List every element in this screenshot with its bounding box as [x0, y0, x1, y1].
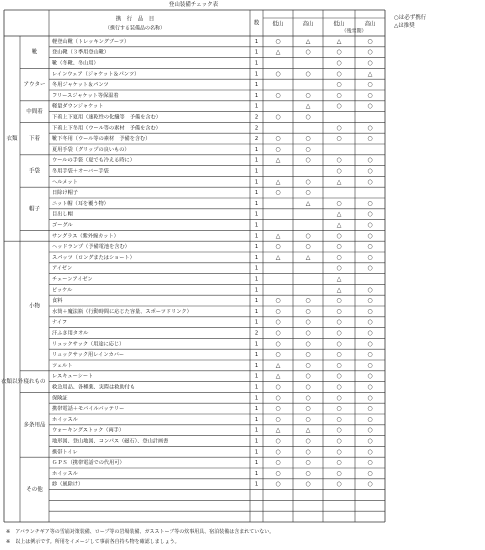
- mark-cell: ○: [336, 243, 342, 251]
- item-qty: 1: [254, 406, 259, 413]
- item-qty: 1: [254, 438, 259, 445]
- mark-cell: ○: [336, 459, 342, 467]
- item-name: 靴下冬用（ウール等の素材 予備を含む）: [52, 136, 151, 143]
- group-label: 衣類以外: [0, 379, 24, 386]
- mark-cell: ○: [367, 480, 373, 488]
- mark-cell: ○: [336, 91, 342, 99]
- mark-cell: ○: [305, 113, 311, 121]
- mark-cell: ○: [367, 221, 373, 229]
- category-label: 多条用品: [23, 422, 46, 429]
- item-qty: 1: [254, 341, 259, 348]
- item-name: 携帯電話＋モバイルバッテリー: [52, 406, 125, 413]
- mark-cell: ○: [305, 189, 311, 197]
- mark-cell: ○: [367, 437, 373, 445]
- item-qty: 1: [254, 308, 259, 315]
- item-qty: 2: [254, 330, 259, 337]
- mark-cell: ○: [336, 135, 342, 143]
- mark-cell: ○: [336, 480, 342, 488]
- mark-cell: ○: [305, 394, 311, 402]
- mark-cell: ○: [367, 91, 373, 99]
- mark-cell: △: [305, 199, 311, 207]
- item-qty: 1: [254, 265, 259, 272]
- mark-cell: △: [275, 372, 281, 380]
- mark-cell: ○: [305, 459, 311, 467]
- category-label: 手袋: [28, 168, 41, 175]
- mark-cell: ○: [367, 59, 373, 67]
- mark-cell: ○: [275, 189, 281, 197]
- item-qty: 1: [254, 449, 259, 456]
- mark-cell: △: [305, 37, 311, 45]
- mark-cell: ○: [367, 124, 373, 132]
- mark-cell: ○: [367, 199, 373, 207]
- item-name: 登山靴（３季用登山靴）: [52, 49, 110, 56]
- mark-cell: △: [305, 426, 311, 434]
- mark-cell: ○: [336, 156, 342, 164]
- mark-cell: ○: [367, 361, 373, 369]
- mark-cell: ○: [367, 340, 373, 348]
- header-item-note: （携行する装備品の名称）: [104, 25, 166, 32]
- mark-cell: ○: [275, 318, 281, 326]
- mark-cell: ○: [367, 81, 373, 89]
- item-name: 冬用手袋＋オーバー手袋: [52, 168, 109, 175]
- item-qty: 1: [254, 211, 259, 218]
- mark-cell: △: [275, 253, 281, 261]
- legend-required: ○は必ず携行: [394, 15, 427, 21]
- mark-cell: ○: [336, 394, 342, 402]
- item-name: 食料: [52, 298, 63, 305]
- category-label: 帽子: [28, 206, 41, 213]
- mark-cell: ○: [367, 37, 373, 45]
- mark-cell: ○: [305, 469, 311, 477]
- mark-cell: ○: [367, 156, 373, 164]
- mark-cell: ○: [275, 351, 281, 359]
- mark-cell: ○: [275, 135, 281, 143]
- item-qty: 1: [254, 352, 259, 359]
- item-name: 保険証: [52, 395, 68, 402]
- item-qty: 1: [254, 71, 259, 78]
- item-qty: 1: [254, 416, 259, 423]
- mark-cell: ○: [305, 351, 311, 359]
- item-qty: 1: [254, 82, 259, 89]
- mark-cell: ○: [336, 232, 342, 240]
- mark-cell: ○: [275, 243, 281, 251]
- item-name: アイゼン: [52, 265, 73, 272]
- item-name: レスキューシート: [52, 373, 94, 380]
- mark-cell: ○: [305, 383, 311, 391]
- mark-cell: ○: [336, 372, 342, 380]
- mark-cell: ○: [367, 426, 373, 434]
- mark-cell: ○: [367, 459, 373, 467]
- item-name: チェーンアイゼン: [52, 276, 93, 283]
- header-col1: 低山: [272, 21, 284, 28]
- mark-cell: ○: [275, 113, 281, 121]
- item-name: ＧＰＳ（携帯電話での代用可）: [52, 460, 125, 467]
- item-name: スパッツ（ロングまたはショート）: [52, 254, 135, 261]
- mark-cell: ○: [336, 426, 342, 434]
- item-qty: 1: [254, 254, 259, 261]
- mark-cell: ○: [367, 318, 373, 326]
- item-qty: 1: [254, 298, 259, 305]
- mark-cell: ○: [275, 459, 281, 467]
- mark-cell: ○: [336, 81, 342, 89]
- mark-cell: ○: [305, 91, 311, 99]
- footnote-1: ※ アバランチギア等の雪崩対策装備、ロープ等の岩場装備、ガスストーブ等の炊事用具、宿泊装備は含まれていない。: [6, 529, 275, 535]
- mark-cell: ○: [336, 264, 342, 272]
- mark-cell: ○: [336, 361, 342, 369]
- mark-cell: ○: [275, 415, 281, 423]
- mark-cell: ○: [305, 156, 311, 164]
- category-label: 靴: [31, 49, 38, 56]
- mark-cell: ○: [367, 178, 373, 186]
- item-name: ニット帽（耳を覆う物）: [52, 200, 109, 207]
- header-group-label: （残雪期）: [341, 28, 367, 35]
- item-qty: 1: [254, 362, 259, 369]
- item-qty: 1: [254, 427, 259, 434]
- mark-cell: ○: [367, 167, 373, 175]
- mark-cell: △: [336, 37, 342, 45]
- mark-cell: ○: [336, 307, 342, 315]
- item-name: ホイッスル: [52, 416, 78, 423]
- mark-cell: ○: [336, 437, 342, 445]
- mark-cell: △: [275, 156, 281, 164]
- category-label: 下着: [28, 136, 41, 143]
- mark-cell: ○: [305, 361, 311, 369]
- mark-cell: ○: [275, 37, 281, 45]
- mark-cell: ○: [367, 394, 373, 402]
- mark-cell: ○: [336, 70, 342, 78]
- item-qty: 1: [254, 244, 259, 251]
- item-name: 夏用手袋（グリップの良いもの）: [52, 146, 130, 153]
- mark-cell: ○: [275, 145, 281, 153]
- mark-cell: △: [336, 275, 342, 283]
- mark-cell: ○: [305, 318, 311, 326]
- mark-cell: ○: [305, 415, 311, 423]
- footnote-2: ※ 以上は例示です。所用をイメージして事前各自持ち物を確認しましょう。: [6, 539, 180, 545]
- mark-cell: ○: [275, 480, 281, 488]
- item-qty: 1: [254, 460, 259, 467]
- item-qty: 2: [254, 125, 259, 132]
- mark-cell: △: [305, 102, 311, 110]
- mark-cell: ○: [367, 48, 373, 56]
- mark-cell: ○: [336, 340, 342, 348]
- mark-cell: ○: [305, 48, 311, 56]
- mark-cell: △: [275, 232, 281, 240]
- item-name: ピッケル: [52, 287, 73, 294]
- mark-cell: ○: [305, 405, 311, 413]
- mark-cell: ○: [275, 91, 281, 99]
- category-label: アウター: [23, 82, 46, 89]
- item-name: 軽登山靴（トレッキングブーツ）: [52, 38, 130, 45]
- item-name: ウォーキングストック（両手）: [52, 427, 125, 434]
- mark-cell: ○: [336, 383, 342, 391]
- item-name: 汗ふき用タオル: [52, 330, 89, 337]
- item-qty: 2: [254, 136, 259, 143]
- mark-cell: △: [275, 361, 281, 369]
- mark-cell: ○: [275, 383, 281, 391]
- item-qty: 1: [254, 103, 259, 110]
- mark-cell: ○: [275, 469, 281, 477]
- mark-cell: ○: [336, 469, 342, 477]
- mark-cell: △: [275, 48, 281, 56]
- item-name: サングラス（紫外線カット）: [52, 233, 119, 240]
- item-name: ヘルメット: [52, 179, 78, 186]
- mark-cell: ○: [305, 70, 311, 78]
- mark-cell: ○: [275, 307, 281, 315]
- item-qty: 1: [254, 395, 259, 402]
- item-name: 救急用品、各種薬、実際は救助付も: [52, 384, 136, 391]
- mark-cell: ○: [275, 340, 281, 348]
- category-label: その他: [26, 487, 43, 494]
- mark-cell: △: [305, 253, 311, 261]
- footnotes: [6, 527, 476, 547]
- item-name: 下着上下夏用（速乾性の化繊等 予備を含む）: [52, 114, 161, 121]
- item-qty: 1: [254, 200, 259, 207]
- mark-cell: ○: [336, 124, 342, 132]
- mark-cell: ○: [367, 243, 373, 251]
- mark-cell: ○: [336, 329, 342, 337]
- item-qty: 1: [254, 60, 259, 67]
- mark-cell: ○: [367, 329, 373, 337]
- mark-cell: ○: [336, 297, 342, 305]
- mark-cell: △: [336, 210, 342, 218]
- item-name: レインウェア（ジャケット＆パンツ）: [52, 71, 140, 78]
- item-qty: 1: [254, 276, 259, 283]
- mark-cell: ○: [367, 135, 373, 143]
- item-name: リュックサック用レインカバー: [52, 352, 125, 359]
- mark-cell: ○: [305, 372, 311, 380]
- mark-cell: △: [336, 286, 342, 294]
- mark-cell: ○: [367, 307, 373, 315]
- item-qty: 1: [254, 481, 259, 488]
- mark-cell: ○: [305, 329, 311, 337]
- sheet-title: 登山装備チェック表: [168, 2, 219, 8]
- legend-recommended: △は推奨: [394, 23, 415, 29]
- item-name: 紗（風除け）: [52, 481, 84, 488]
- header-col3: 低山: [333, 21, 345, 28]
- mark-cell: ○: [336, 318, 342, 326]
- mark-cell: ○: [367, 405, 373, 413]
- mark-cell: ○: [367, 383, 373, 391]
- mark-cell: ○: [275, 297, 281, 305]
- mark-cell: ○: [367, 469, 373, 477]
- item-name: 日除け帽子: [52, 190, 78, 197]
- mark-cell: ○: [275, 70, 281, 78]
- mark-cell: ○: [336, 448, 342, 456]
- mark-cell: ○: [275, 329, 281, 337]
- mark-cell: ○: [367, 264, 373, 272]
- mark-cell: ○: [275, 448, 281, 456]
- mark-cell: ○: [336, 351, 342, 359]
- item-name: 目出し帽: [52, 211, 73, 218]
- item-name: 靴（冬靴、冬山用）: [52, 60, 99, 67]
- mark-cell: ○: [367, 253, 373, 261]
- mark-cell: ○: [275, 394, 281, 402]
- item-qty: 1: [254, 190, 259, 197]
- category-label: 中間着: [26, 109, 43, 116]
- mark-cell: ○: [275, 437, 281, 445]
- item-qty: 1: [254, 49, 259, 56]
- item-name: ナイフ: [52, 319, 68, 326]
- item-qty: 1: [254, 168, 259, 175]
- mark-cell: △: [367, 70, 373, 78]
- mark-cell: ○: [336, 102, 342, 110]
- mark-cell: ○: [336, 253, 342, 261]
- mark-cell: ○: [367, 210, 373, 218]
- item-name: フリースジャケット等保温着: [52, 92, 119, 99]
- mark-cell: ○: [367, 286, 373, 294]
- item-qty: 1: [254, 287, 259, 294]
- mark-cell: ○: [367, 232, 373, 240]
- item-qty: 1: [254, 38, 259, 45]
- item-name: 下着上下冬用（ウール等の素材 予備を含む）: [52, 125, 161, 132]
- item-qty: 1: [254, 233, 259, 240]
- item-qty: 2: [254, 114, 259, 121]
- item-qty: 1: [254, 222, 259, 229]
- item-name: ホイッスル: [52, 470, 78, 477]
- mark-cell: ○: [305, 297, 311, 305]
- item-qty: 1: [254, 146, 259, 153]
- category-label: 小物: [28, 303, 41, 310]
- mark-cell: ○: [305, 340, 311, 348]
- item-qty: 1: [254, 179, 259, 186]
- mark-cell: ○: [367, 351, 373, 359]
- item-name: ウールの手袋（夏でも冷える時に）: [52, 157, 135, 164]
- item-qty: 1: [254, 157, 259, 164]
- item-qty: 1: [254, 373, 259, 380]
- mark-cell: △: [336, 221, 342, 229]
- mark-cell: △: [336, 178, 342, 186]
- header-item: 携 行 品 目: [115, 16, 155, 23]
- item-qty: 1: [254, 384, 259, 391]
- mark-cell: ○: [275, 405, 281, 413]
- mark-cell: ○: [336, 48, 342, 56]
- mark-cell: ○: [336, 59, 342, 67]
- mark-cell: ○: [336, 405, 342, 413]
- group-label: 衣類: [6, 136, 18, 143]
- mark-cell: ○: [367, 448, 373, 456]
- item-name: 水筒＋魔法瓶（行動時間に応じた容量、スポーツドリンク）: [52, 308, 192, 315]
- item-name: ヘッドランプ（予備電池を含む）: [52, 244, 130, 251]
- mark-cell: ○: [305, 437, 311, 445]
- mark-cell: ○: [305, 243, 311, 251]
- mark-cell: ○: [336, 415, 342, 423]
- header-col2: 高山: [302, 21, 314, 28]
- category-label: 寝れもの: [23, 379, 46, 386]
- item-name: 携帯トイレ: [52, 449, 78, 456]
- item-qty: 1: [254, 92, 259, 99]
- mark-cell: ○: [336, 167, 342, 175]
- mark-cell: ○: [367, 102, 373, 110]
- item-name: 軽量ダウンジャケット: [52, 103, 104, 110]
- item-qty: 1: [254, 470, 259, 477]
- mark-cell: ○: [367, 372, 373, 380]
- mark-cell: △: [275, 178, 281, 186]
- mark-cell: ○: [305, 135, 311, 143]
- item-qty: 1: [254, 319, 259, 326]
- mark-cell: ○: [305, 307, 311, 315]
- mark-cell: △: [275, 426, 281, 434]
- mark-cell: ○: [305, 178, 311, 186]
- item-name: ツェルト: [52, 362, 73, 369]
- mark-cell: ○: [367, 415, 373, 423]
- header-col4: 高山: [364, 21, 376, 28]
- header-qty: 数: [253, 20, 260, 27]
- item-name: 地形図、登山地図、コンパス（磁石）、登山計画書: [52, 438, 169, 445]
- mark-cell: ○: [305, 145, 311, 153]
- mark-cell: ○: [367, 297, 373, 305]
- item-name: ゴーグル: [52, 222, 73, 229]
- mark-cell: ○: [305, 448, 311, 456]
- item-name: リュックサック（用途に応じ）: [52, 341, 125, 348]
- mark-cell: ○: [305, 232, 311, 240]
- mark-cell: ○: [305, 480, 311, 488]
- item-name: 冬用ジャケット＆パンツ: [52, 82, 109, 89]
- mark-cell: ○: [336, 199, 342, 207]
